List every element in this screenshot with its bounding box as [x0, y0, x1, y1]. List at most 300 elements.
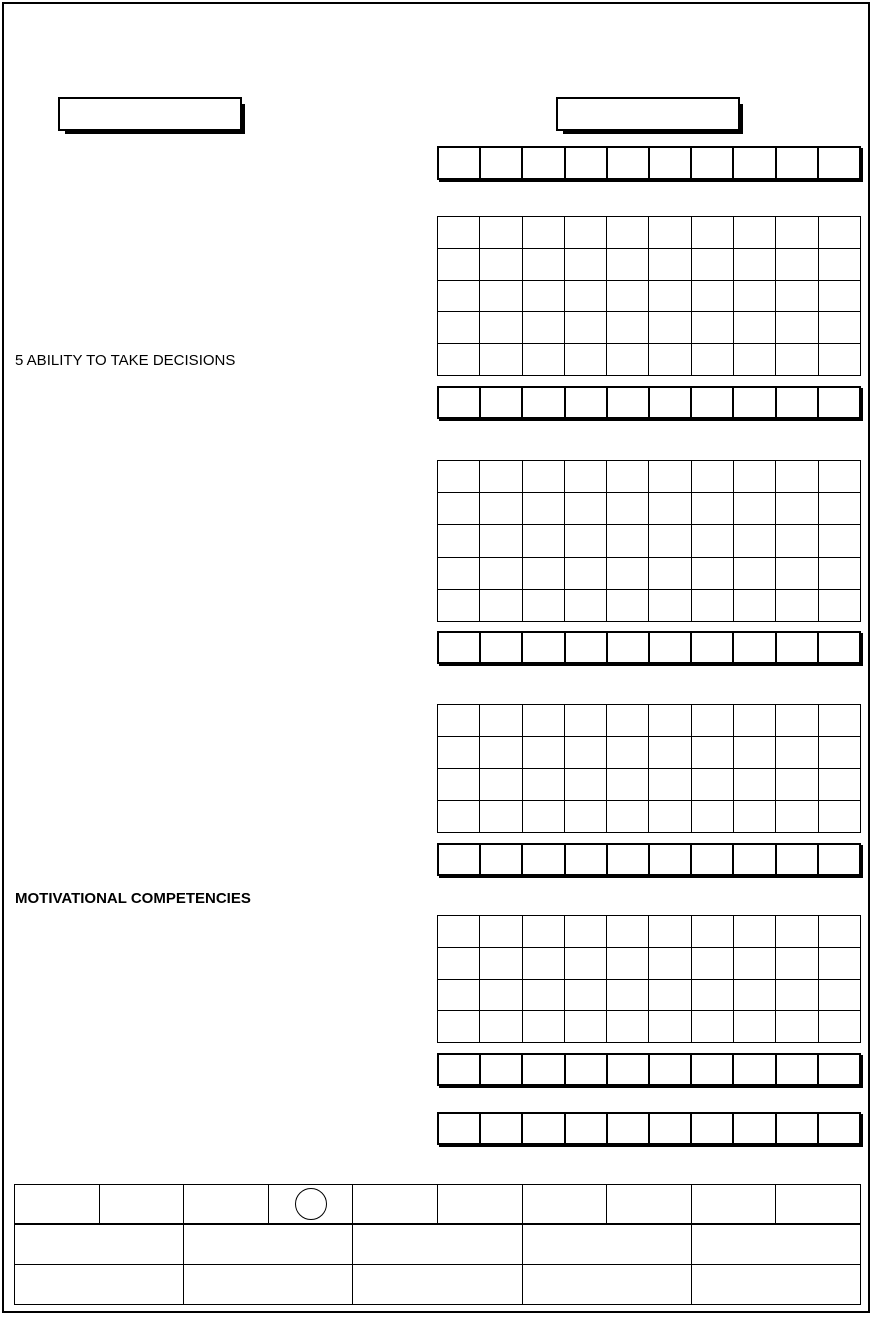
grid-cell[interactable]	[691, 801, 733, 833]
grid-cell[interactable]	[565, 147, 607, 179]
grid-cell[interactable]	[649, 1054, 691, 1085]
grid-cell[interactable]	[480, 916, 522, 948]
grid-cell[interactable]	[776, 525, 818, 557]
header-code-grid[interactable]	[437, 146, 861, 180]
grid-cell[interactable]	[776, 387, 818, 418]
grid-cell[interactable]	[649, 461, 691, 493]
grid-cell[interactable]	[649, 217, 691, 249]
grid-cell[interactable]	[480, 844, 522, 875]
grid-cell[interactable]	[818, 589, 860, 621]
grid-cell[interactable]	[480, 217, 522, 249]
grid-cell[interactable]	[691, 769, 733, 801]
grid-cell[interactable]	[268, 1185, 353, 1224]
grid-cell[interactable]	[776, 557, 818, 589]
grid-cell[interactable]	[607, 947, 649, 979]
grid-cell[interactable]	[480, 737, 522, 769]
grid-row	[15, 1265, 861, 1305]
grid-cell[interactable]	[564, 217, 606, 249]
grid-cell[interactable]	[522, 525, 564, 557]
grid-cell[interactable]	[564, 344, 606, 376]
grid-row	[438, 525, 861, 557]
grid-cell[interactable]	[607, 312, 649, 344]
grid-cell[interactable]	[438, 248, 480, 280]
grid-cell[interactable]	[691, 344, 733, 376]
grid-row	[438, 705, 861, 737]
grid-cell[interactable]	[734, 916, 776, 948]
grid-cell[interactable]	[437, 1185, 522, 1224]
grid-cell[interactable]	[564, 312, 606, 344]
grid-cell[interactable]	[607, 737, 649, 769]
grid-cell[interactable]	[480, 280, 522, 312]
grid-cell[interactable]	[776, 217, 818, 249]
grid-cell[interactable]	[691, 705, 733, 737]
grid-cell[interactable]	[691, 589, 733, 621]
grid-cell[interactable]	[776, 280, 818, 312]
grid-cell[interactable]	[564, 280, 606, 312]
grid-row	[438, 493, 861, 525]
grid-cell[interactable]	[522, 589, 564, 621]
grid-cell[interactable]	[565, 632, 607, 663]
grid-cell[interactable]	[438, 769, 480, 801]
total-row-3[interactable]	[437, 843, 861, 876]
grid-cell[interactable]	[691, 557, 733, 589]
grid-cell[interactable]	[776, 632, 818, 663]
grid-cell[interactable]	[564, 461, 606, 493]
grid-cell[interactable]	[818, 705, 860, 737]
grid-cell[interactable]	[818, 916, 860, 948]
grid-cell[interactable]	[734, 557, 776, 589]
grid-cell[interactable]	[522, 248, 564, 280]
grid-cell[interactable]	[691, 525, 733, 557]
grid-cell[interactable]	[818, 525, 860, 557]
grid-cell[interactable]	[734, 737, 776, 769]
grid-cell[interactable]	[818, 1113, 860, 1144]
grid-cell[interactable]	[734, 769, 776, 801]
grid-row	[438, 916, 861, 948]
grid-cell[interactable]	[480, 387, 522, 418]
grid-cell[interactable]	[607, 916, 649, 948]
grid-cell[interactable]	[607, 801, 649, 833]
grid-row	[438, 769, 861, 801]
grid-cell[interactable]	[522, 947, 564, 979]
grid-cell[interactable]	[565, 1054, 607, 1085]
grid-cell[interactable]	[818, 493, 860, 525]
grid-cell[interactable]	[480, 461, 522, 493]
grid-cell[interactable]	[565, 844, 607, 875]
header-field-right[interactable]	[556, 97, 740, 131]
grid-cell[interactable]	[649, 589, 691, 621]
grid-cell[interactable]	[438, 344, 480, 376]
grid-cell[interactable]	[522, 632, 564, 663]
grid-cell[interactable]	[733, 1113, 775, 1144]
grid-cell[interactable]	[607, 344, 649, 376]
grid-cell[interactable]	[649, 248, 691, 280]
grid-cell[interactable]	[480, 147, 522, 179]
total-row-1[interactable]	[437, 386, 861, 419]
grid-row	[438, 557, 861, 589]
grid-cell[interactable]	[818, 844, 860, 875]
grid-cell[interactable]	[691, 493, 733, 525]
grid-row	[15, 1185, 861, 1224]
grid-cell[interactable]	[734, 705, 776, 737]
grid-cell[interactable]	[607, 589, 649, 621]
grid-cell[interactable]	[691, 632, 733, 663]
grid-cell[interactable]	[734, 979, 776, 1011]
total-row-2[interactable]	[437, 631, 861, 664]
grid-cell[interactable]	[522, 1225, 691, 1265]
grid-cell[interactable]	[818, 217, 860, 249]
grid-cell[interactable]	[734, 947, 776, 979]
grid-cell[interactable]	[353, 1265, 522, 1305]
grid-cell[interactable]	[522, 217, 564, 249]
grid-cell[interactable]	[15, 1185, 100, 1224]
grid-row	[438, 387, 860, 418]
grid-cell[interactable]	[734, 589, 776, 621]
grid-cell[interactable]	[438, 280, 480, 312]
grid-cell[interactable]	[522, 557, 564, 589]
rating-grid-4[interactable]	[437, 915, 861, 1043]
grid-cell[interactable]	[522, 1185, 607, 1224]
grid-cell[interactable]	[776, 248, 818, 280]
grid-cell[interactable]	[15, 1225, 184, 1265]
grid-cell[interactable]	[564, 769, 606, 801]
grid-row	[438, 248, 861, 280]
grid-cell[interactable]	[776, 801, 818, 833]
grid-cell[interactable]	[564, 979, 606, 1011]
grid-cell[interactable]	[776, 1054, 818, 1085]
grid-cell[interactable]	[480, 705, 522, 737]
grid-cell[interactable]	[649, 1011, 691, 1043]
grid-cell[interactable]	[607, 387, 649, 418]
grid-cell[interactable]	[776, 979, 818, 1011]
grid-cell[interactable]	[607, 280, 649, 312]
grid-cell[interactable]	[438, 312, 480, 344]
grid-cell[interactable]	[480, 1011, 522, 1043]
grid-cell[interactable]	[734, 461, 776, 493]
rating-grid-2[interactable]	[437, 460, 861, 622]
grid-cell[interactable]	[438, 461, 480, 493]
grid-row	[438, 589, 861, 621]
grid-cell[interactable]	[480, 248, 522, 280]
grid-cell[interactable]	[649, 1113, 691, 1144]
grid-cell[interactable]	[649, 493, 691, 525]
grid-cell[interactable]	[480, 557, 522, 589]
circle-marker-icon	[295, 1188, 327, 1220]
grid-cell[interactable]	[818, 557, 860, 589]
grid-cell[interactable]	[607, 769, 649, 801]
grid-cell[interactable]	[522, 801, 564, 833]
grid-cell[interactable]	[607, 147, 649, 179]
grid-cell[interactable]	[734, 493, 776, 525]
grid-cell[interactable]	[480, 493, 522, 525]
grid-cell[interactable]	[522, 280, 564, 312]
grid-cell[interactable]	[607, 632, 649, 663]
grid-cell[interactable]	[691, 1225, 860, 1265]
grid-cell[interactable]	[649, 737, 691, 769]
grid-cell[interactable]	[649, 705, 691, 737]
footer-grid-bottom[interactable]	[14, 1224, 861, 1305]
grid-cell[interactable]	[818, 632, 860, 663]
grid-cell[interactable]	[734, 525, 776, 557]
grid-cell[interactable]	[733, 632, 775, 663]
grid-cell[interactable]	[776, 589, 818, 621]
grid-cell[interactable]	[818, 280, 860, 312]
grid-cell[interactable]	[607, 705, 649, 737]
grid-cell[interactable]	[522, 461, 564, 493]
grid-cell[interactable]	[564, 801, 606, 833]
grid-cell[interactable]	[438, 844, 480, 875]
grid-cell[interactable]	[564, 737, 606, 769]
grid-cell[interactable]	[691, 312, 733, 344]
grid-cell[interactable]	[522, 1265, 691, 1305]
grid-cell[interactable]	[649, 280, 691, 312]
grid-cell[interactable]	[522, 705, 564, 737]
grid-cell[interactable]	[564, 525, 606, 557]
grid-cell[interactable]	[649, 801, 691, 833]
grid-cell[interactable]	[818, 801, 860, 833]
grid-cell[interactable]	[522, 344, 564, 376]
grid-cell[interactable]	[776, 1185, 861, 1224]
grid-cell[interactable]	[734, 801, 776, 833]
grid-cell[interactable]	[438, 147, 480, 179]
grid-cell[interactable]	[776, 844, 818, 875]
grid-cell[interactable]	[818, 737, 860, 769]
grid-cell[interactable]	[522, 1011, 564, 1043]
grid-cell[interactable]	[607, 1011, 649, 1043]
grid-cell[interactable]	[522, 737, 564, 769]
section-label: 5 ABILITY TO TAKE DECISIONS	[15, 352, 236, 369]
grid-cell[interactable]	[691, 147, 733, 179]
grid-row	[438, 147, 860, 179]
grid-cell[interactable]	[565, 1113, 607, 1144]
grid-cell[interactable]	[649, 844, 691, 875]
grid-cell[interactable]	[438, 1113, 480, 1144]
grid-row	[438, 217, 861, 249]
grid-cell[interactable]	[564, 557, 606, 589]
grid-cell[interactable]	[438, 589, 480, 621]
grid-cell[interactable]	[734, 217, 776, 249]
grid-cell[interactable]	[522, 1113, 564, 1144]
grid-cell[interactable]	[184, 1265, 353, 1305]
grid-cell[interactable]	[99, 1185, 184, 1224]
grid-cell[interactable]	[607, 844, 649, 875]
grid-cell[interactable]	[607, 461, 649, 493]
grid-cell[interactable]	[438, 217, 480, 249]
grid-row	[438, 312, 861, 344]
grid-cell[interactable]	[522, 493, 564, 525]
grid-cell[interactable]	[649, 344, 691, 376]
grid-cell[interactable]	[607, 217, 649, 249]
grid-cell[interactable]	[691, 916, 733, 948]
grid-cell[interactable]	[691, 1054, 733, 1085]
grid-cell[interactable]	[438, 947, 480, 979]
grid-cell[interactable]	[564, 947, 606, 979]
grid-cell[interactable]	[818, 1011, 860, 1043]
grid-cell[interactable]	[818, 1054, 860, 1085]
grid-cell[interactable]	[480, 1054, 522, 1085]
grid-cell[interactable]	[691, 387, 733, 418]
grid-cell[interactable]	[564, 493, 606, 525]
grid-cell[interactable]	[691, 1011, 733, 1043]
grid-cell[interactable]	[734, 312, 776, 344]
grid-cell[interactable]	[522, 916, 564, 948]
grid-cell[interactable]	[15, 1265, 184, 1305]
grid-cell[interactable]	[184, 1225, 353, 1265]
grid-cell[interactable]	[480, 589, 522, 621]
grid-cell[interactable]	[607, 979, 649, 1011]
grid-cell[interactable]	[818, 147, 860, 179]
grid-cell[interactable]	[649, 557, 691, 589]
grid-cell[interactable]	[649, 947, 691, 979]
grid-cell[interactable]	[734, 280, 776, 312]
grid-row	[438, 979, 861, 1011]
grid-cell[interactable]	[564, 705, 606, 737]
grid-cell[interactable]	[438, 705, 480, 737]
grid-cell[interactable]	[564, 589, 606, 621]
grid-cell[interactable]	[607, 248, 649, 280]
grid-cell[interactable]	[480, 1113, 522, 1144]
grid-cell[interactable]	[776, 737, 818, 769]
grid-cell[interactable]	[818, 387, 860, 418]
grid-cell[interactable]	[480, 344, 522, 376]
grid-cell[interactable]	[691, 280, 733, 312]
grid-row	[438, 844, 860, 875]
grid-cell[interactable]	[565, 387, 607, 418]
grid-cell[interactable]	[649, 147, 691, 179]
grid-cell[interactable]	[733, 1054, 775, 1085]
grid-cell[interactable]	[776, 1113, 818, 1144]
grid-cell[interactable]	[691, 461, 733, 493]
grid-cell[interactable]	[818, 344, 860, 376]
final-total-row[interactable]	[437, 1112, 861, 1145]
grid-row	[438, 461, 861, 493]
grid-cell[interactable]	[734, 344, 776, 376]
grid-cell[interactable]	[353, 1185, 438, 1224]
grid-cell[interactable]	[564, 248, 606, 280]
grid-cell[interactable]	[480, 769, 522, 801]
grid-cell[interactable]	[607, 1054, 649, 1085]
grid-row	[438, 1113, 860, 1144]
grid-cell[interactable]	[522, 312, 564, 344]
header-field-left[interactable]	[58, 97, 242, 131]
grid-cell[interactable]	[691, 1185, 776, 1224]
grid-cell[interactable]	[818, 461, 860, 493]
footer-grid-top[interactable]	[14, 1184, 861, 1224]
grid-cell[interactable]	[818, 312, 860, 344]
grid-cell[interactable]	[438, 525, 480, 557]
grid-cell[interactable]	[776, 312, 818, 344]
grid-cell[interactable]	[607, 525, 649, 557]
grid-cell[interactable]	[438, 632, 480, 663]
grid-cell[interactable]	[438, 1054, 480, 1085]
grid-cell[interactable]	[733, 387, 775, 418]
grid-cell[interactable]	[691, 947, 733, 979]
grid-cell[interactable]	[438, 979, 480, 1011]
grid-cell[interactable]	[564, 916, 606, 948]
grid-cell[interactable]	[776, 493, 818, 525]
grid-cell[interactable]	[776, 344, 818, 376]
grid-cell[interactable]	[607, 1185, 692, 1224]
grid-cell[interactable]	[691, 1265, 860, 1305]
grid-cell[interactable]	[522, 1054, 564, 1085]
grid-cell[interactable]	[438, 493, 480, 525]
grid-cell[interactable]	[438, 737, 480, 769]
grid-cell[interactable]	[438, 916, 480, 948]
grid-cell[interactable]	[353, 1225, 522, 1265]
grid-cell[interactable]	[818, 979, 860, 1011]
grid-cell[interactable]	[480, 801, 522, 833]
grid-cell[interactable]	[776, 916, 818, 948]
grid-cell[interactable]	[480, 947, 522, 979]
grid-cell[interactable]	[691, 248, 733, 280]
grid-cell[interactable]	[438, 557, 480, 589]
grid-cell[interactable]	[776, 147, 818, 179]
grid-cell[interactable]	[733, 844, 775, 875]
grid-cell[interactable]	[522, 979, 564, 1011]
grid-cell[interactable]	[691, 1113, 733, 1144]
grid-cell[interactable]	[480, 632, 522, 663]
grid-cell[interactable]	[776, 705, 818, 737]
grid-row	[438, 632, 860, 663]
total-row-4[interactable]	[437, 1053, 861, 1086]
grid-cell[interactable]	[564, 1011, 606, 1043]
grid-cell[interactable]	[649, 979, 691, 1011]
grid-cell[interactable]	[733, 147, 775, 179]
grid-cell[interactable]	[776, 769, 818, 801]
grid-cell[interactable]	[522, 769, 564, 801]
grid-cell[interactable]	[691, 217, 733, 249]
grid-cell[interactable]	[818, 248, 860, 280]
grid-row	[15, 1225, 861, 1265]
grid-cell[interactable]	[480, 525, 522, 557]
grid-cell[interactable]	[691, 844, 733, 875]
grid-cell[interactable]	[818, 947, 860, 979]
grid-cell[interactable]	[607, 493, 649, 525]
grid-cell[interactable]	[649, 916, 691, 948]
grid-cell[interactable]	[522, 844, 564, 875]
grid-cell[interactable]	[607, 557, 649, 589]
rating-grid-3[interactable]	[437, 704, 861, 833]
grid-cell[interactable]	[734, 1011, 776, 1043]
grid-cell[interactable]	[734, 248, 776, 280]
grid-cell[interactable]	[691, 979, 733, 1011]
grid-row	[438, 1054, 860, 1085]
grid-cell[interactable]	[438, 1011, 480, 1043]
grid-row	[438, 947, 861, 979]
grid-cell[interactable]	[522, 147, 564, 179]
grid-cell[interactable]	[480, 312, 522, 344]
grid-cell[interactable]	[818, 769, 860, 801]
grid-cell[interactable]	[649, 525, 691, 557]
grid-cell[interactable]	[649, 632, 691, 663]
grid-cell[interactable]	[649, 312, 691, 344]
grid-cell[interactable]	[522, 387, 564, 418]
grid-cell[interactable]	[184, 1185, 269, 1224]
grid-cell[interactable]	[649, 769, 691, 801]
grid-row	[438, 280, 861, 312]
grid-cell[interactable]	[438, 801, 480, 833]
grid-cell[interactable]	[438, 387, 480, 418]
grid-cell[interactable]	[691, 737, 733, 769]
grid-cell[interactable]	[776, 461, 818, 493]
grid-cell[interactable]	[776, 947, 818, 979]
rating-grid-1[interactable]	[437, 216, 861, 376]
grid-cell[interactable]	[480, 979, 522, 1011]
grid-row	[438, 801, 861, 833]
grid-cell[interactable]	[649, 387, 691, 418]
grid-cell[interactable]	[607, 1113, 649, 1144]
grid-cell[interactable]	[776, 1011, 818, 1043]
